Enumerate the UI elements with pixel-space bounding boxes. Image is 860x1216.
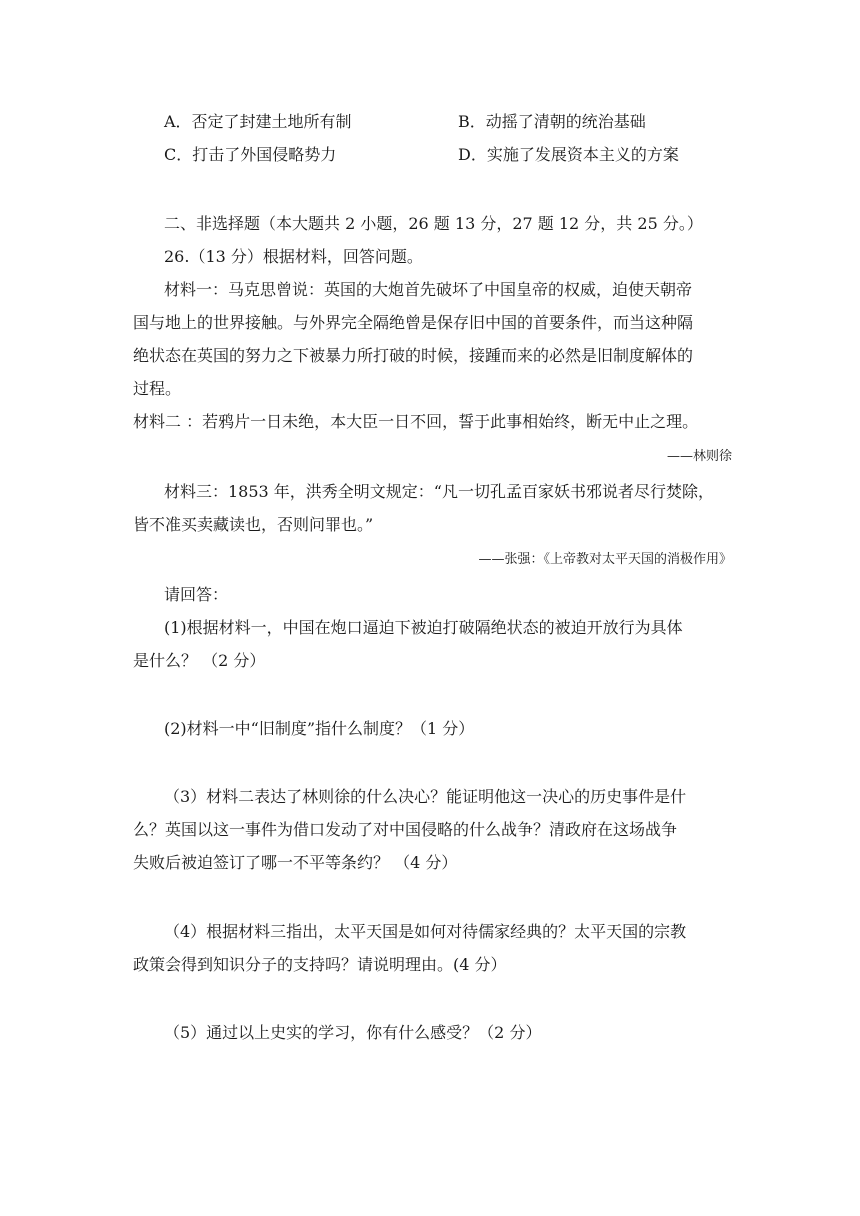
subquestion-3-line-3: 失败后被迫签订了哪一不平等条约？ （4 分） — [133, 853, 458, 872]
question-26-intro: 26.（13 分）根据材料，回答问题。 — [164, 247, 423, 266]
subquestion-3-line-2: 么？英国以这一事件为借口发动了对中国侵略的什么战争？清政府在这场战争 — [133, 820, 678, 839]
material-1-line-4: 过程。 — [133, 379, 182, 398]
section-heading: 二、非选择题（本大题共 2 小题，26 题 13 分，27 题 12 分，共 25 分。） — [164, 214, 703, 233]
subquestion-3-line-1: （3）材料二表达了林则徐的什么决心？能证明他这一决心的历史事件是什 — [164, 787, 687, 806]
material-3-line-1: 材料三：1853 年，洪秀全明文规定：“凡一切孔孟百家妖书邪说者尽行焚除， — [164, 482, 714, 501]
option-a: A．否定了封建土地所有制 — [164, 112, 352, 131]
subquestion-1-line-1: (1)根据材料一，中国在炮口逼迫下被迫打破隔绝状态的被迫开放行为具体 — [164, 618, 683, 637]
material-1-line-2: 国与地上的世界接触。与外界完全隔绝曾是保存旧中国的首要条件，而当这种隔 — [133, 313, 694, 332]
material-2-source: ——林则徐 — [666, 449, 732, 464]
subquestion-4-line-2: 政策会得到知识分子的支持吗？请说明理由。(4 分） — [133, 955, 507, 974]
material-2-text: 材料二 ：若鸦片一日未绝，本大臣一日不回，誓于此事相始终，断无中止之理。 — [133, 412, 699, 431]
option-d: D．实施了发展资本主义的方案 — [458, 145, 679, 164]
subquestion-1-line-2: 是什么？ （2 分） — [133, 651, 266, 670]
material-1-line-1: 材料一：马克思曾说：英国的大炮首先破坏了中国皇帝的权威，迫使天朝帝 — [164, 280, 693, 299]
subquestion-2: (2)材料一中“旧制度”指什么制度？（1 分） — [164, 719, 475, 738]
option-c: C．打击了外国侵略势力 — [164, 145, 337, 164]
material-3-source: ——张强：《上帝教对太平天国的消极作用》 — [478, 552, 732, 567]
material-1-line-3: 绝状态在英国的努力之下被暴力所打破的时候，接踵而来的必然是旧制度解体的 — [133, 346, 694, 365]
answer-prompt: 请回答： — [164, 585, 229, 604]
subquestion-5: （5）通过以上史实的学习，你有什么感受？（2 分） — [164, 1023, 542, 1042]
material-3-line-2: 皆不准买卖藏读也，否则问罪也。” — [133, 515, 374, 534]
subquestion-4-line-1: （4）根据材料三指出，太平天国是如何对待儒家经典的？太平天国的宗教 — [164, 922, 687, 941]
option-b: B．动摇了清朝的统治基础 — [458, 112, 646, 131]
